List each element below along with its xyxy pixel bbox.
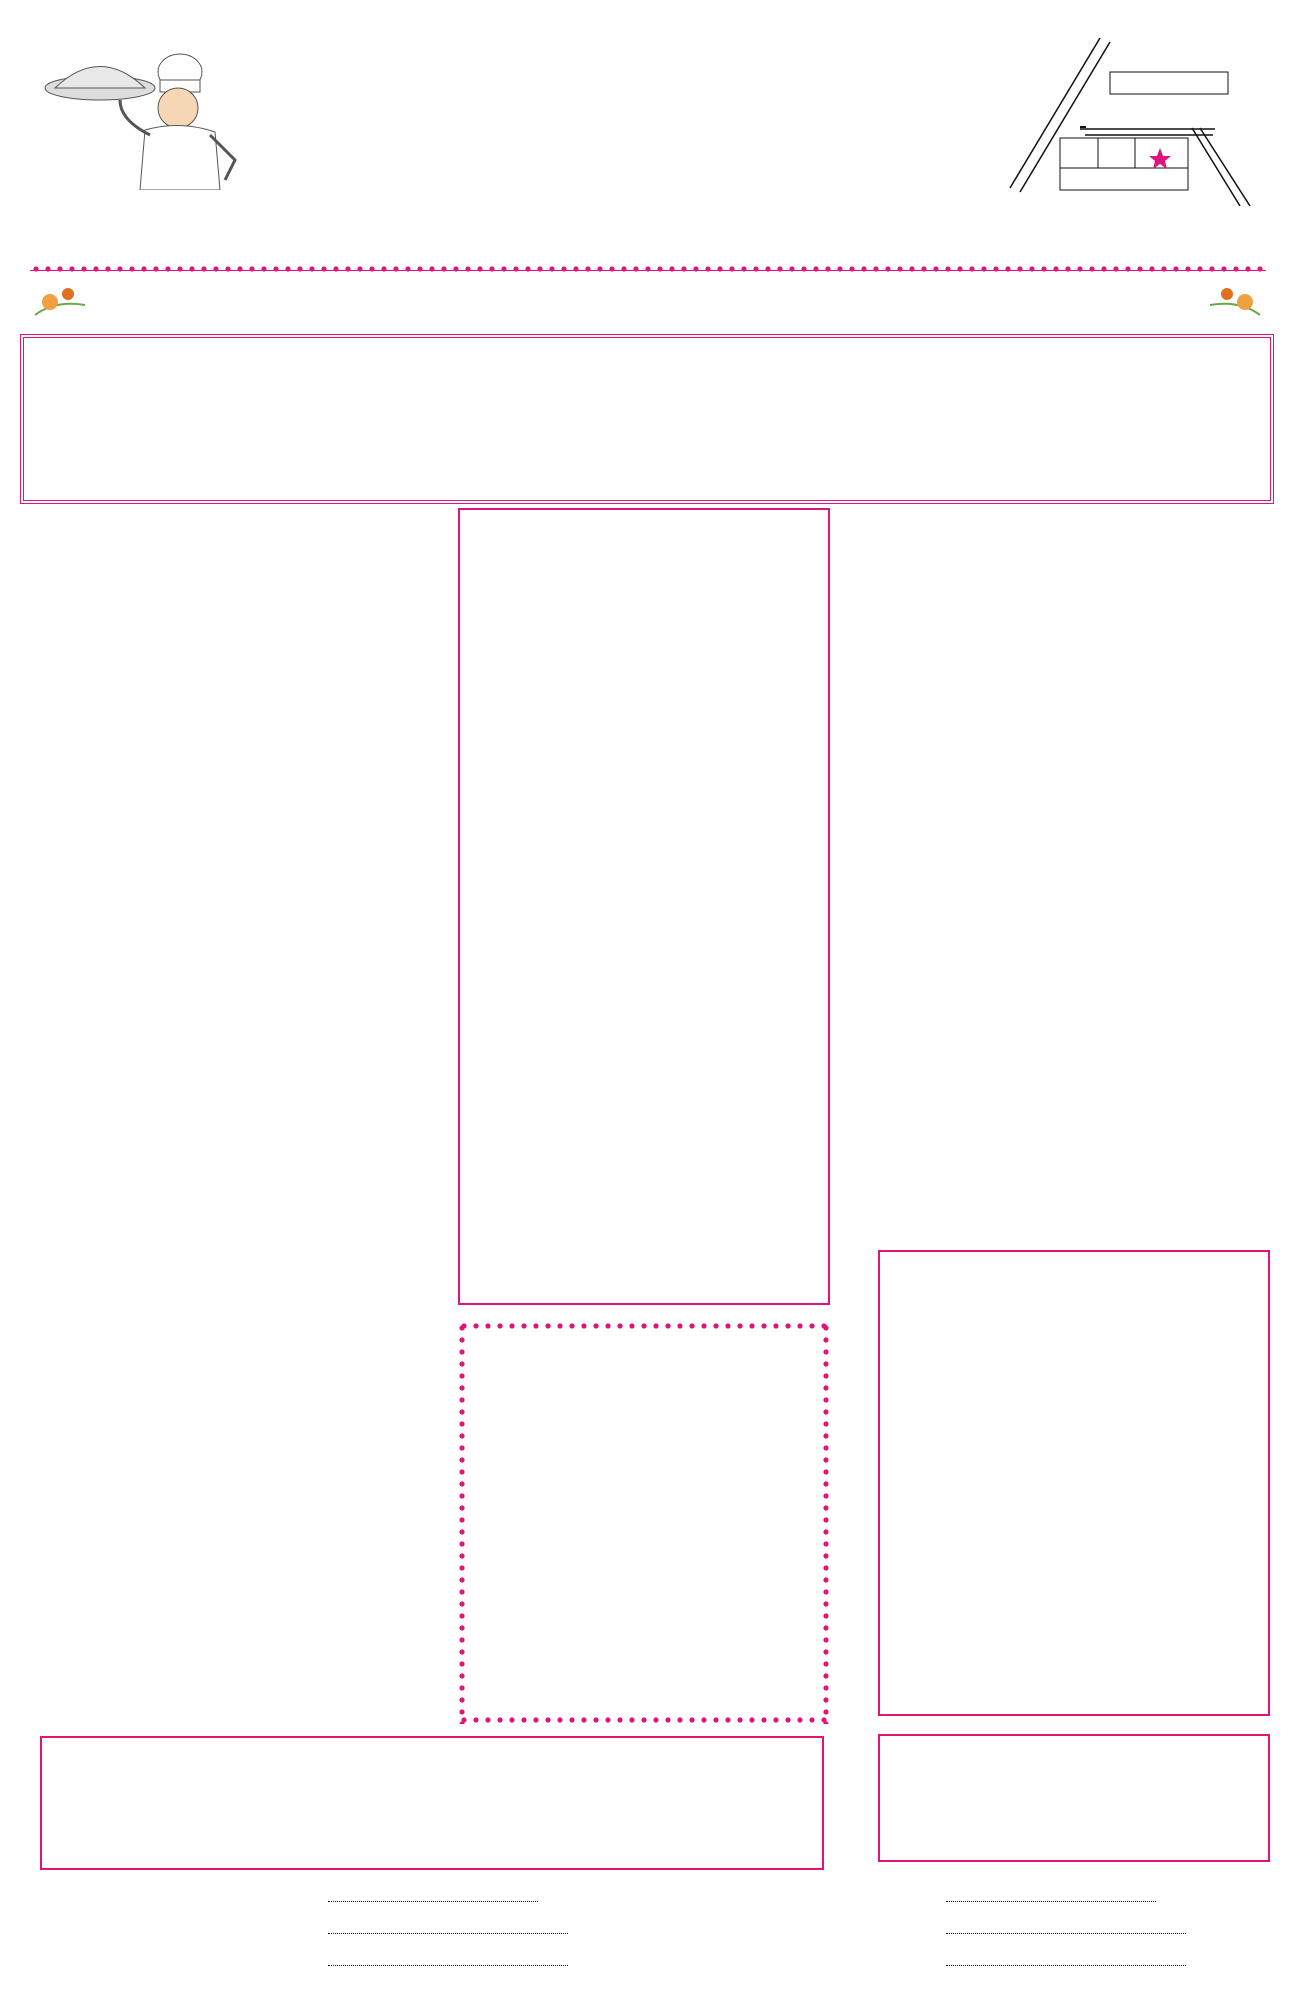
chef-illustration — [30, 40, 250, 190]
flower-right-icon — [1205, 280, 1265, 320]
dotted-border — [822, 1322, 830, 1724]
dotted-divider — [30, 265, 1266, 273]
diet-box — [878, 1734, 1270, 1862]
tax-line[interactable] — [328, 1933, 568, 1934]
dotted-border — [458, 1322, 466, 1724]
dotted-border — [458, 1322, 830, 1330]
special-fried-box — [40, 1736, 824, 1870]
divider-line — [30, 270, 1266, 271]
total-line[interactable] — [328, 1965, 568, 1966]
flower-left-icon — [30, 280, 90, 320]
order-totals-left — [328, 1890, 648, 1986]
combination-box — [878, 1250, 1270, 1716]
location-map — [1000, 28, 1270, 206]
order-totals-right — [946, 1890, 1266, 1986]
chef-specialties-box — [458, 508, 830, 1305]
amount-line[interactable] — [328, 1901, 538, 1902]
amount-line[interactable] — [946, 1901, 1156, 1902]
lunch-special-box — [20, 334, 1274, 504]
total-line[interactable] — [946, 1965, 1186, 1966]
tax-line[interactable] — [946, 1933, 1186, 1934]
dotted-border — [458, 1716, 830, 1724]
